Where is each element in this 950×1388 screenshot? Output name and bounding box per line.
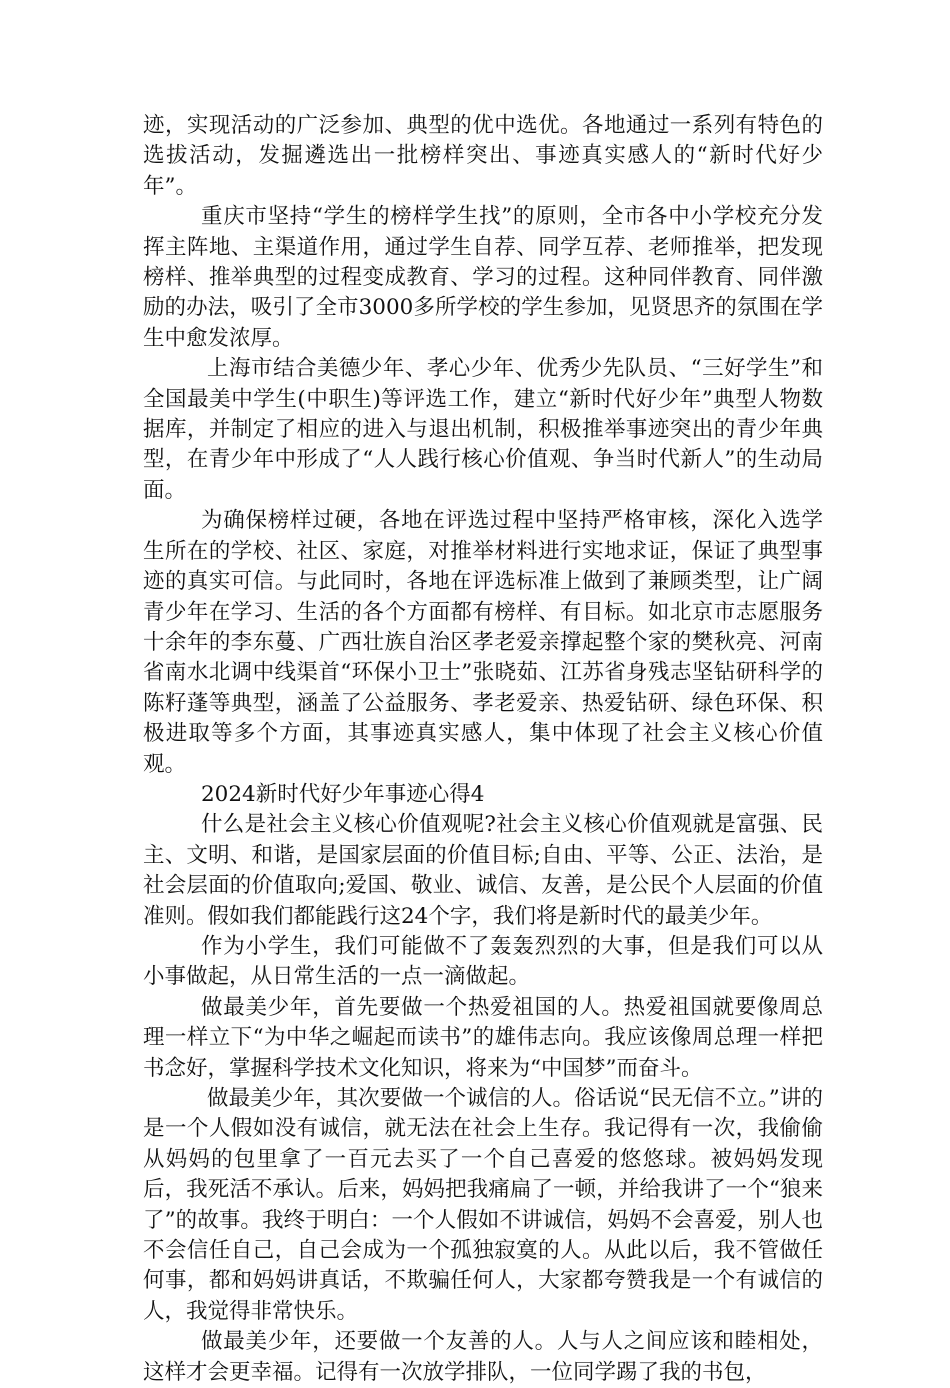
paragraph-core-values: 什么是社会主义核心价值观呢?社会主义核心价值观就是富强、民主、文明、和谐，是国家层面的价值目标;自由、平等、公正、法治，是社会层面的价值取向;爱国、敬业、诚信、友善，是公民个人层面的价值准则。假如我们都能践行这24个字，我们将是新时代的最美少年。	[143, 812, 823, 929]
document-body	[143, 111, 823, 1388]
paragraph-friendliness: 做最美少年，还要做一个友善的人。人与人之间应该和睦相处，这样才会更幸福。记得有一次放学排队，一位同学踢了我的书包，	[143, 1329, 823, 1385]
paragraph-shanghai: 上海市结合美德少年、孝心少年、优秀少先队员、“三好学生”和全国最美中学生(中职生)等评选工作，建立“新时代好少年”典型人物数据库，并制定了相应的进入与退出机制，积极推举事迹突出的青少年典型，在青少年中形成了“人人践行核心价值观、争当时代新人”的生动局面。	[143, 356, 823, 503]
paragraph-integrity: 做最美少年，其次要做一个诚信的人。俗话说“民无信不立。”讲的是一个人假如没有诚信，就无法在社会上生存。我记得有一次，我偷偷从妈妈的包里拿了一百元去买了一个自己喜爱的悠悠球。被妈妈发现后，我死活不承认。后来，妈妈把我痛扁了一顿，并给我讲了一个“狼来了”的故事。我终于明白：一个人假如不讲诚信，妈妈不会喜爱，别人也不会信任自己，自己会成为一个孤独寂寞的人。从此以后，我不管做任何事，都和妈妈讲真话，不欺骗任何人，大家都夸赞我是一个有诚信的人，我觉得非常快乐。	[143, 1086, 823, 1324]
paragraph-small-things: 作为小学生，我们可能做不了轰轰烈烈的大事，但是我们可以从小事做起，从日常生活的一点一滴做起。	[143, 933, 823, 990]
paragraph-selection-review: 为确保榜样过硬，各地在评选过程中坚持严格审核，深化入选学生所在的学校、社区、家庭，对推举材料进行实地求证，保证了典型事迹的真实可信。与此同时，各地在评选标准上做到了兼顾类型，让广阔青少年在学习、生活的各个方面都有榜样、有目标。如北京市志愿服务十余年的李东蔓、广西壮族自治区孝老爱亲撑起整个家的樊秋亮、河南省南水北调中线渠首“环保小卫士”张晓茹、江苏省身残志坚钻研科学的陈籽蓬等典型，涵盖了公益服务、孝老爱亲、热爱钻研、绿色环保、积极进取等多个方面，其事迹真实感人，集中体现了社会主义核心价值观。	[143, 508, 823, 777]
paragraph-chongqing: 重庆市坚持“学生的榜样学生找”的原则，全市各中小学校充分发挥主阵地、主渠道作用，通过学生自荐、同学互荐、老师推举，把发现榜样、推举典型的过程变成教育、学习的过程。这种同伴教育、同伴激励的办法，吸引了全市3000多所学校的学生参加，见贤思齐的氛围在学生中愈发浓厚。	[143, 204, 823, 351]
paragraph-continuation: 迹，实现活动的广泛参加、典型的优中选优。各地通过一系列有特色的选拔活动，发掘遴选出一批榜样突出、事迹真实感人的“新时代好少年”。	[143, 113, 823, 199]
section-heading: 2024新时代好少年事迹心得4	[201, 781, 485, 807]
paragraph-patriotism: 做最美少年，首先要做一个热爱祖国的人。热爱祖国就要像周总理一样立下“为中华之崛起而读书”的雄伟志向。我应该像周总理一样把书念好，掌握科学技术文化知识，将来为“中国梦”而奋斗。	[143, 994, 823, 1081]
